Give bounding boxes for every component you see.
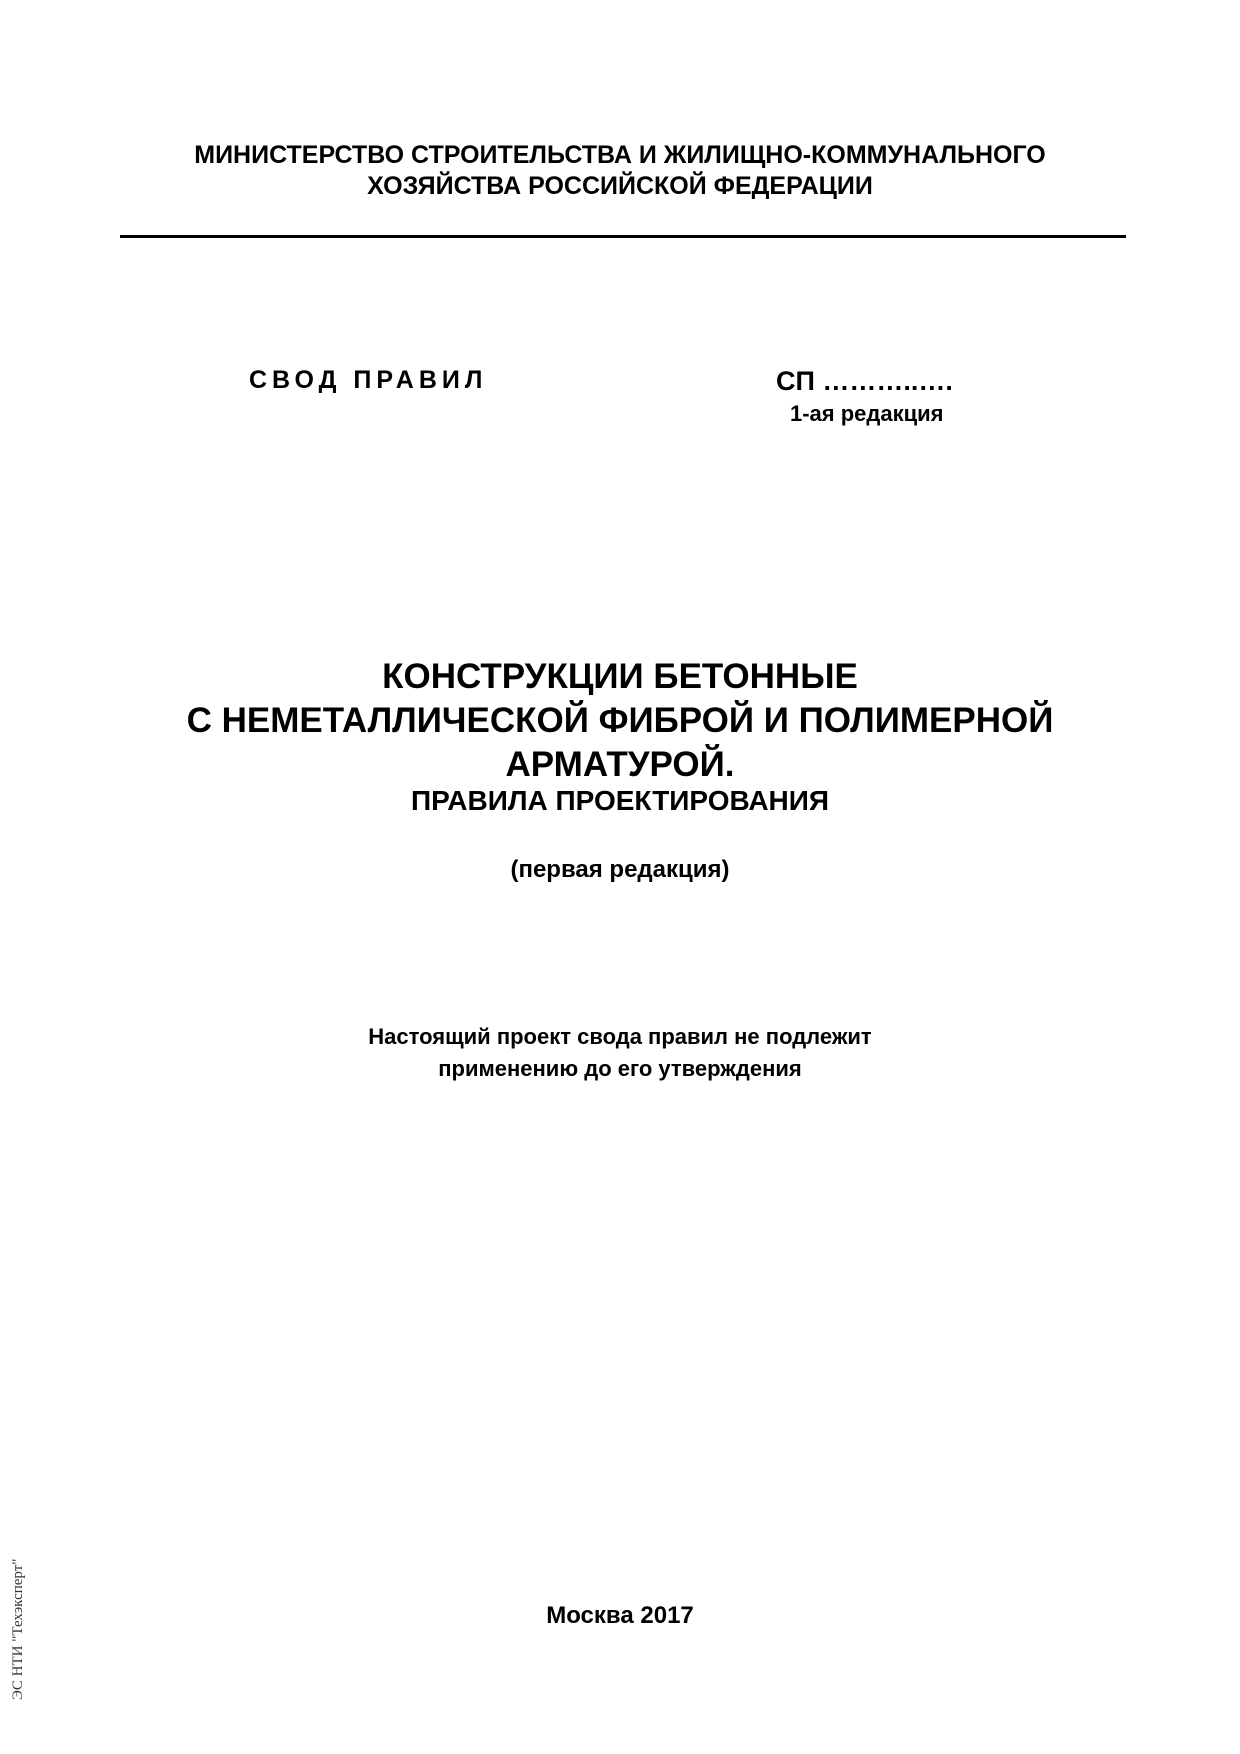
ministry-line-2: ХОЗЯЙСТВА РОССИЙСКОЙ ФЕДЕРАЦИИ bbox=[367, 172, 873, 200]
ministry-header bbox=[120, 140, 1120, 202]
document-title bbox=[120, 655, 1120, 787]
title-line-2: С НЕМЕТАЛЛИЧЕСКОЙ ФИБРОЙ И ПОЛИМЕРНОЙ bbox=[186, 701, 1054, 740]
city-year: Москва 2017 bbox=[546, 1602, 694, 1629]
header-divider bbox=[120, 235, 1126, 238]
ministry-line-1: МИНИСТЕРСТВО СТРОИТЕЛЬСТВА И ЖИЛИЩНО-КОММУНАЛЬНОГО bbox=[194, 141, 1046, 169]
document-subtitle: ПРАВИЛА ПРОЕКТИРОВАНИЯ bbox=[410, 785, 830, 816]
title-line-3: АРМАТУРОЙ. bbox=[505, 745, 735, 784]
draft-notice bbox=[120, 1021, 1120, 1085]
notice-line-1: Настоящий проект свода правил не подлежит bbox=[368, 1024, 872, 1049]
edition-label: 1-ая редакция bbox=[790, 401, 944, 426]
notice-line-2: применению до его утверждения bbox=[438, 1056, 802, 1081]
sp-number: СП ………..…. bbox=[776, 366, 953, 396]
side-watermark-stamp: ЭС НТИ "Техэксперт" bbox=[10, 1558, 26, 1700]
edition-note: (первая редакция) bbox=[510, 856, 730, 883]
code-of-rules-label: СВОД ПРАВИЛ bbox=[249, 366, 488, 394]
title-line-1: КОНСТРУКЦИИ БЕТОННЫЕ bbox=[382, 657, 858, 696]
